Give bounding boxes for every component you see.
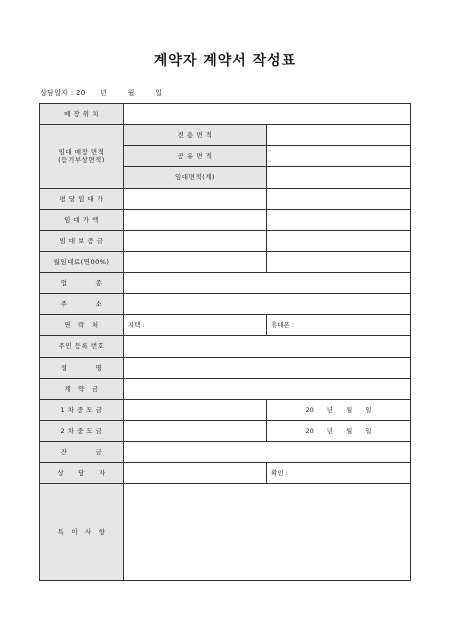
store-location-label: 매 장 위 치 (40, 104, 124, 125)
page-title: 계약자 계약서 작성표 (153, 53, 297, 69)
balance-label: 잔 금 (40, 442, 124, 463)
exclusive-area-label: 전 용 면 적 (124, 125, 267, 146)
exclusive-area-field[interactable] (267, 125, 411, 146)
lease-area-label (40, 125, 124, 188)
resident-no-label: 주민 등록 번호 (40, 336, 124, 357)
consult-date-day: 일 (155, 89, 163, 97)
address-field[interactable] (124, 294, 411, 315)
consult-date-label: 상담일자 : 20 (40, 89, 86, 97)
table-row (40, 209, 411, 230)
contract-amount-field[interactable] (124, 378, 411, 399)
lease-area-title: 임대 매장 면적 (58, 148, 105, 157)
name-field[interactable] (124, 357, 411, 378)
lease-deposit-label: 임 대 보 증 금 (40, 230, 124, 251)
mobile-phone-field[interactable]: 휴대폰 : (267, 315, 411, 336)
interim-1-label: 1 차 중 도 금 (40, 399, 124, 420)
contact-label: 연 락 처 (40, 315, 124, 336)
special-notes-label: 특 이 사 항 (40, 484, 124, 581)
lease-price-extra[interactable] (267, 209, 411, 230)
special-notes-field[interactable] (124, 484, 411, 581)
total-area-field[interactable] (267, 167, 411, 188)
interim-2-label: 2 차 중 도 금 (40, 420, 124, 441)
consult-date-month: 월 (127, 89, 135, 97)
table-row (40, 125, 411, 146)
total-area-label: 임대면적(계) (124, 167, 267, 188)
lease-price-label: 임 대 가 액 (40, 209, 124, 230)
table-row (40, 420, 411, 441)
table-row (40, 463, 411, 484)
table-row (40, 315, 411, 336)
interim-1-amount-field[interactable] (124, 399, 267, 420)
table-row (40, 188, 411, 209)
lease-price-field[interactable] (124, 209, 267, 230)
lease-deposit-extra[interactable] (267, 230, 411, 251)
home-phone-field[interactable]: 자택 : (124, 315, 267, 336)
interim-1-date[interactable]: 20 년 월 일 (267, 399, 411, 420)
table-row (40, 484, 411, 581)
common-area-label: 공 유 면 적 (124, 146, 267, 167)
balance-field[interactable] (124, 442, 411, 463)
counselor-label: 상 담 자 (40, 463, 124, 484)
table-row (40, 251, 411, 272)
table-row (40, 442, 411, 463)
table-row (40, 104, 411, 125)
resident-no-field[interactable] (124, 336, 411, 357)
lease-area-note: (등기부상면적) (58, 156, 105, 165)
interim-2-date[interactable]: 20 년 월 일 (267, 420, 411, 441)
counselor-field[interactable] (124, 463, 267, 484)
interim-2-amount-field[interactable] (124, 420, 267, 441)
store-location-field[interactable] (124, 104, 411, 125)
table-row (40, 357, 411, 378)
price-per-pyeong-label: 평 당 임 대 가 (40, 188, 124, 209)
business-type-label: 업 종 (40, 273, 124, 294)
table-row (40, 336, 411, 357)
table-row (40, 273, 411, 294)
business-type-field[interactable] (124, 273, 411, 294)
name-label: 성 명 (40, 357, 124, 378)
lease-deposit-field[interactable] (124, 230, 267, 251)
contract-amount-label: 계 약 금 (40, 378, 124, 399)
monthly-rent-field[interactable] (124, 251, 267, 272)
table-row (40, 378, 411, 399)
table-row (40, 230, 411, 251)
price-per-pyeong-field[interactable] (124, 188, 267, 209)
consult-date-year: 년 (100, 89, 108, 97)
table-row (40, 399, 411, 420)
consult-date (40, 88, 164, 98)
monthly-rent-label: 월임대료(연00%) (40, 251, 124, 272)
price-per-pyeong-extra[interactable] (267, 188, 411, 209)
table-row (40, 294, 411, 315)
common-area-field[interactable] (267, 146, 411, 167)
contract-form-table (39, 103, 411, 581)
address-label: 주 소 (40, 294, 124, 315)
monthly-rent-extra[interactable] (267, 251, 411, 272)
confirm-field[interactable]: 확인 : (267, 463, 411, 484)
